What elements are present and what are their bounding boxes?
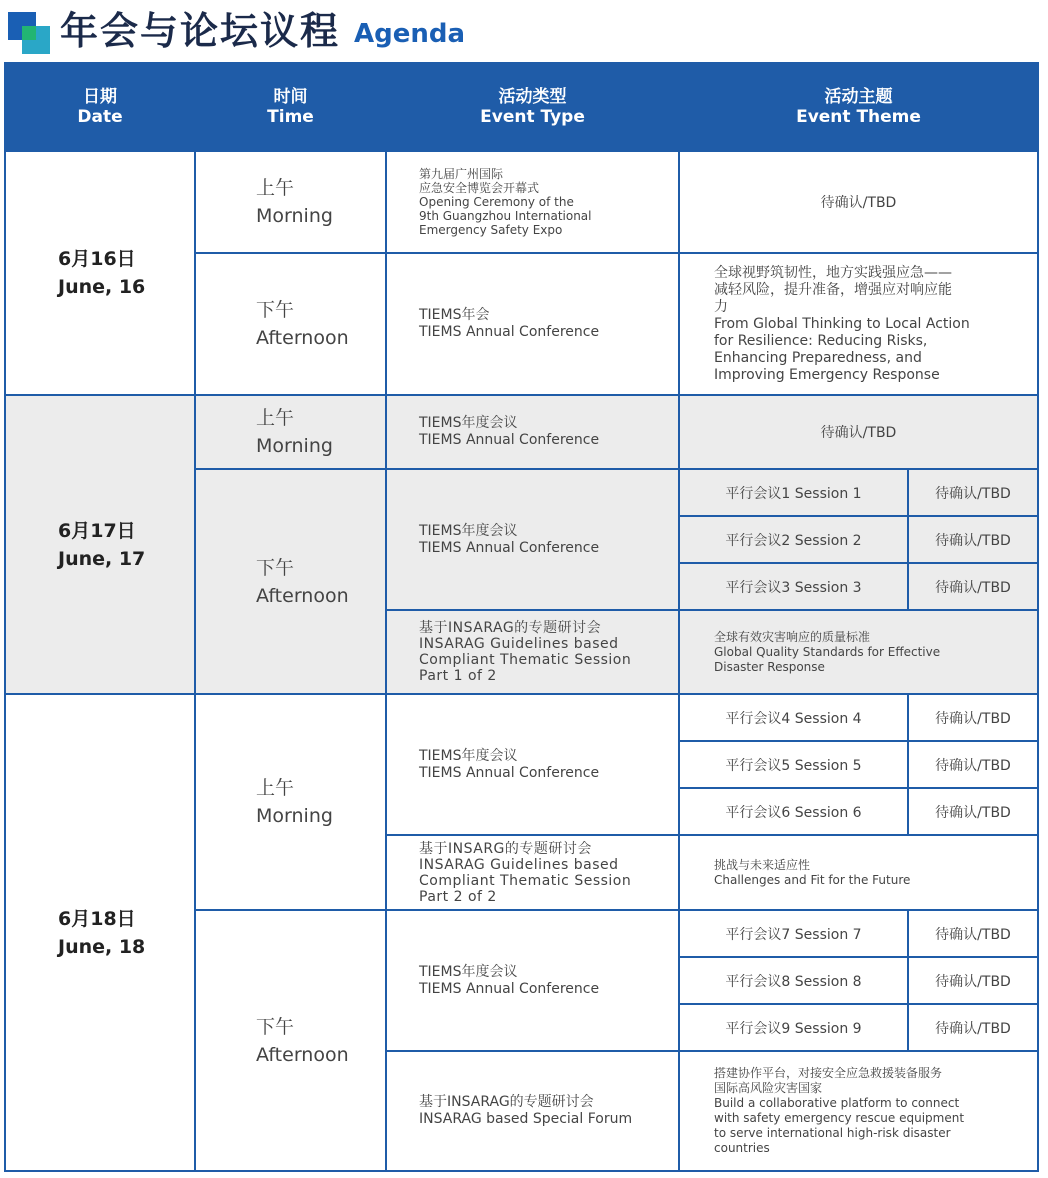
brand-logo-icon (8, 12, 50, 54)
session-name: 平行会议6 Session 6 (679, 788, 908, 835)
agenda-table (4, 62, 1039, 1172)
session-theme: 待确认/TBD (908, 563, 1038, 610)
time-cell-afternoon: 下午 Afternoon (195, 469, 386, 694)
page-title-en: Agenda (354, 19, 466, 49)
table-row (5, 694, 1038, 741)
session-name: 平行会议5 Session 5 (679, 741, 908, 788)
session-theme: 待确认/TBD (908, 516, 1038, 563)
header-event-type: 活动类型 Event Type (386, 63, 679, 151)
event-theme-cell: 全球有效灾害响应的质量标准 Global Quality Standards for Effective Disaster Response (679, 610, 1038, 694)
table-header-row (5, 63, 1038, 151)
session-name: 平行会议9 Session 9 (679, 1004, 908, 1051)
session-theme: 待确认/TBD (908, 1004, 1038, 1051)
page-title: 年会与论坛议程 (60, 9, 341, 53)
time-cell-morning: 上午 Morning (195, 395, 386, 469)
session-theme: 待确认/TBD (908, 957, 1038, 1004)
event-theme-cell: 挑战与未来适应性 Challenges and Fit for the Future (679, 835, 1038, 910)
session-name: 平行会议3 Session 3 (679, 563, 908, 610)
event-type-cell: TIEMS年度会议 TIEMS Annual Conference (386, 694, 679, 835)
header-event-theme: 活动主题 Event Theme (679, 63, 1038, 151)
event-theme-cell: 待确认/TBD (679, 395, 1038, 469)
event-type-cell: 第九届广州国际 应急安全博览会开幕式 Opening Ceremony of the 9th Guangzhou International Emergency Safety Expo (386, 151, 679, 253)
session-theme: 待确认/TBD (908, 788, 1038, 835)
header-date: 日期 Date (5, 63, 195, 151)
session-name: 平行会议2 Session 2 (679, 516, 908, 563)
event-theme-cell: 全球视野筑韧性，地方实践强应急—— 减轻风险，提升准备，增强应对响应能 力 From Global Thinking to Local Action for Resilience: Reducing Risks, Enhancing Preparedness, and Improving Emergency Response (679, 253, 1038, 395)
event-type-cell: TIEMS年度会议 TIEMS Annual Conference (386, 910, 679, 1051)
event-type-cell: 基于INSARG的专题研讨会 INSARAG Guidelines based Compliant Thematic Session Part 2 of 2 (386, 835, 679, 910)
session-name: 平行会议8 Session 8 (679, 957, 908, 1004)
session-name: 平行会议7 Session 7 (679, 910, 908, 957)
session-theme: 待确认/TBD (908, 694, 1038, 741)
event-type-cell: TIEMS年会 TIEMS Annual Conference (386, 253, 679, 395)
time-cell-morning: 上午 Morning (195, 151, 386, 253)
table-row (5, 151, 1038, 253)
date-cell: 6月18日 June, 18 (5, 694, 195, 1171)
session-name: 平行会议4 Session 4 (679, 694, 908, 741)
page-header (8, 6, 465, 54)
table-row (5, 395, 1038, 469)
session-theme: 待确认/TBD (908, 910, 1038, 957)
session-theme: 待确认/TBD (908, 741, 1038, 788)
session-name: 平行会议1 Session 1 (679, 469, 908, 516)
event-type-cell: TIEMS年度会议 TIEMS Annual Conference (386, 469, 679, 610)
event-theme-cell: 待确认/TBD (679, 151, 1038, 253)
event-type-cell: 基于INSARAG的专题研讨会 INSARAG Guidelines based Compliant Thematic Session Part 1 of 2 (386, 610, 679, 694)
date-cell: 6月16日 June, 16 (5, 151, 195, 395)
event-type-cell: TIEMS年度会议 TIEMS Annual Conference (386, 395, 679, 469)
event-type-cell: 基于INSARAG的专题研讨会 INSARAG based Special Forum (386, 1051, 679, 1171)
header-time: 时间 Time (195, 63, 386, 151)
session-theme: 待确认/TBD (908, 469, 1038, 516)
time-cell-afternoon: 下午 Afternoon (195, 910, 386, 1171)
event-theme-cell: 搭建协作平台，对接安全应急救援装备服务 国际高风险灾害国家 Build a collaborative platform to connect with safety emergency rescue equipment to serve international high-risk disaster countries (679, 1051, 1038, 1171)
time-cell-morning: 上午 Morning (195, 694, 386, 910)
time-cell-afternoon: 下午 Afternoon (195, 253, 386, 395)
date-cell: 6月17日 June, 17 (5, 395, 195, 694)
